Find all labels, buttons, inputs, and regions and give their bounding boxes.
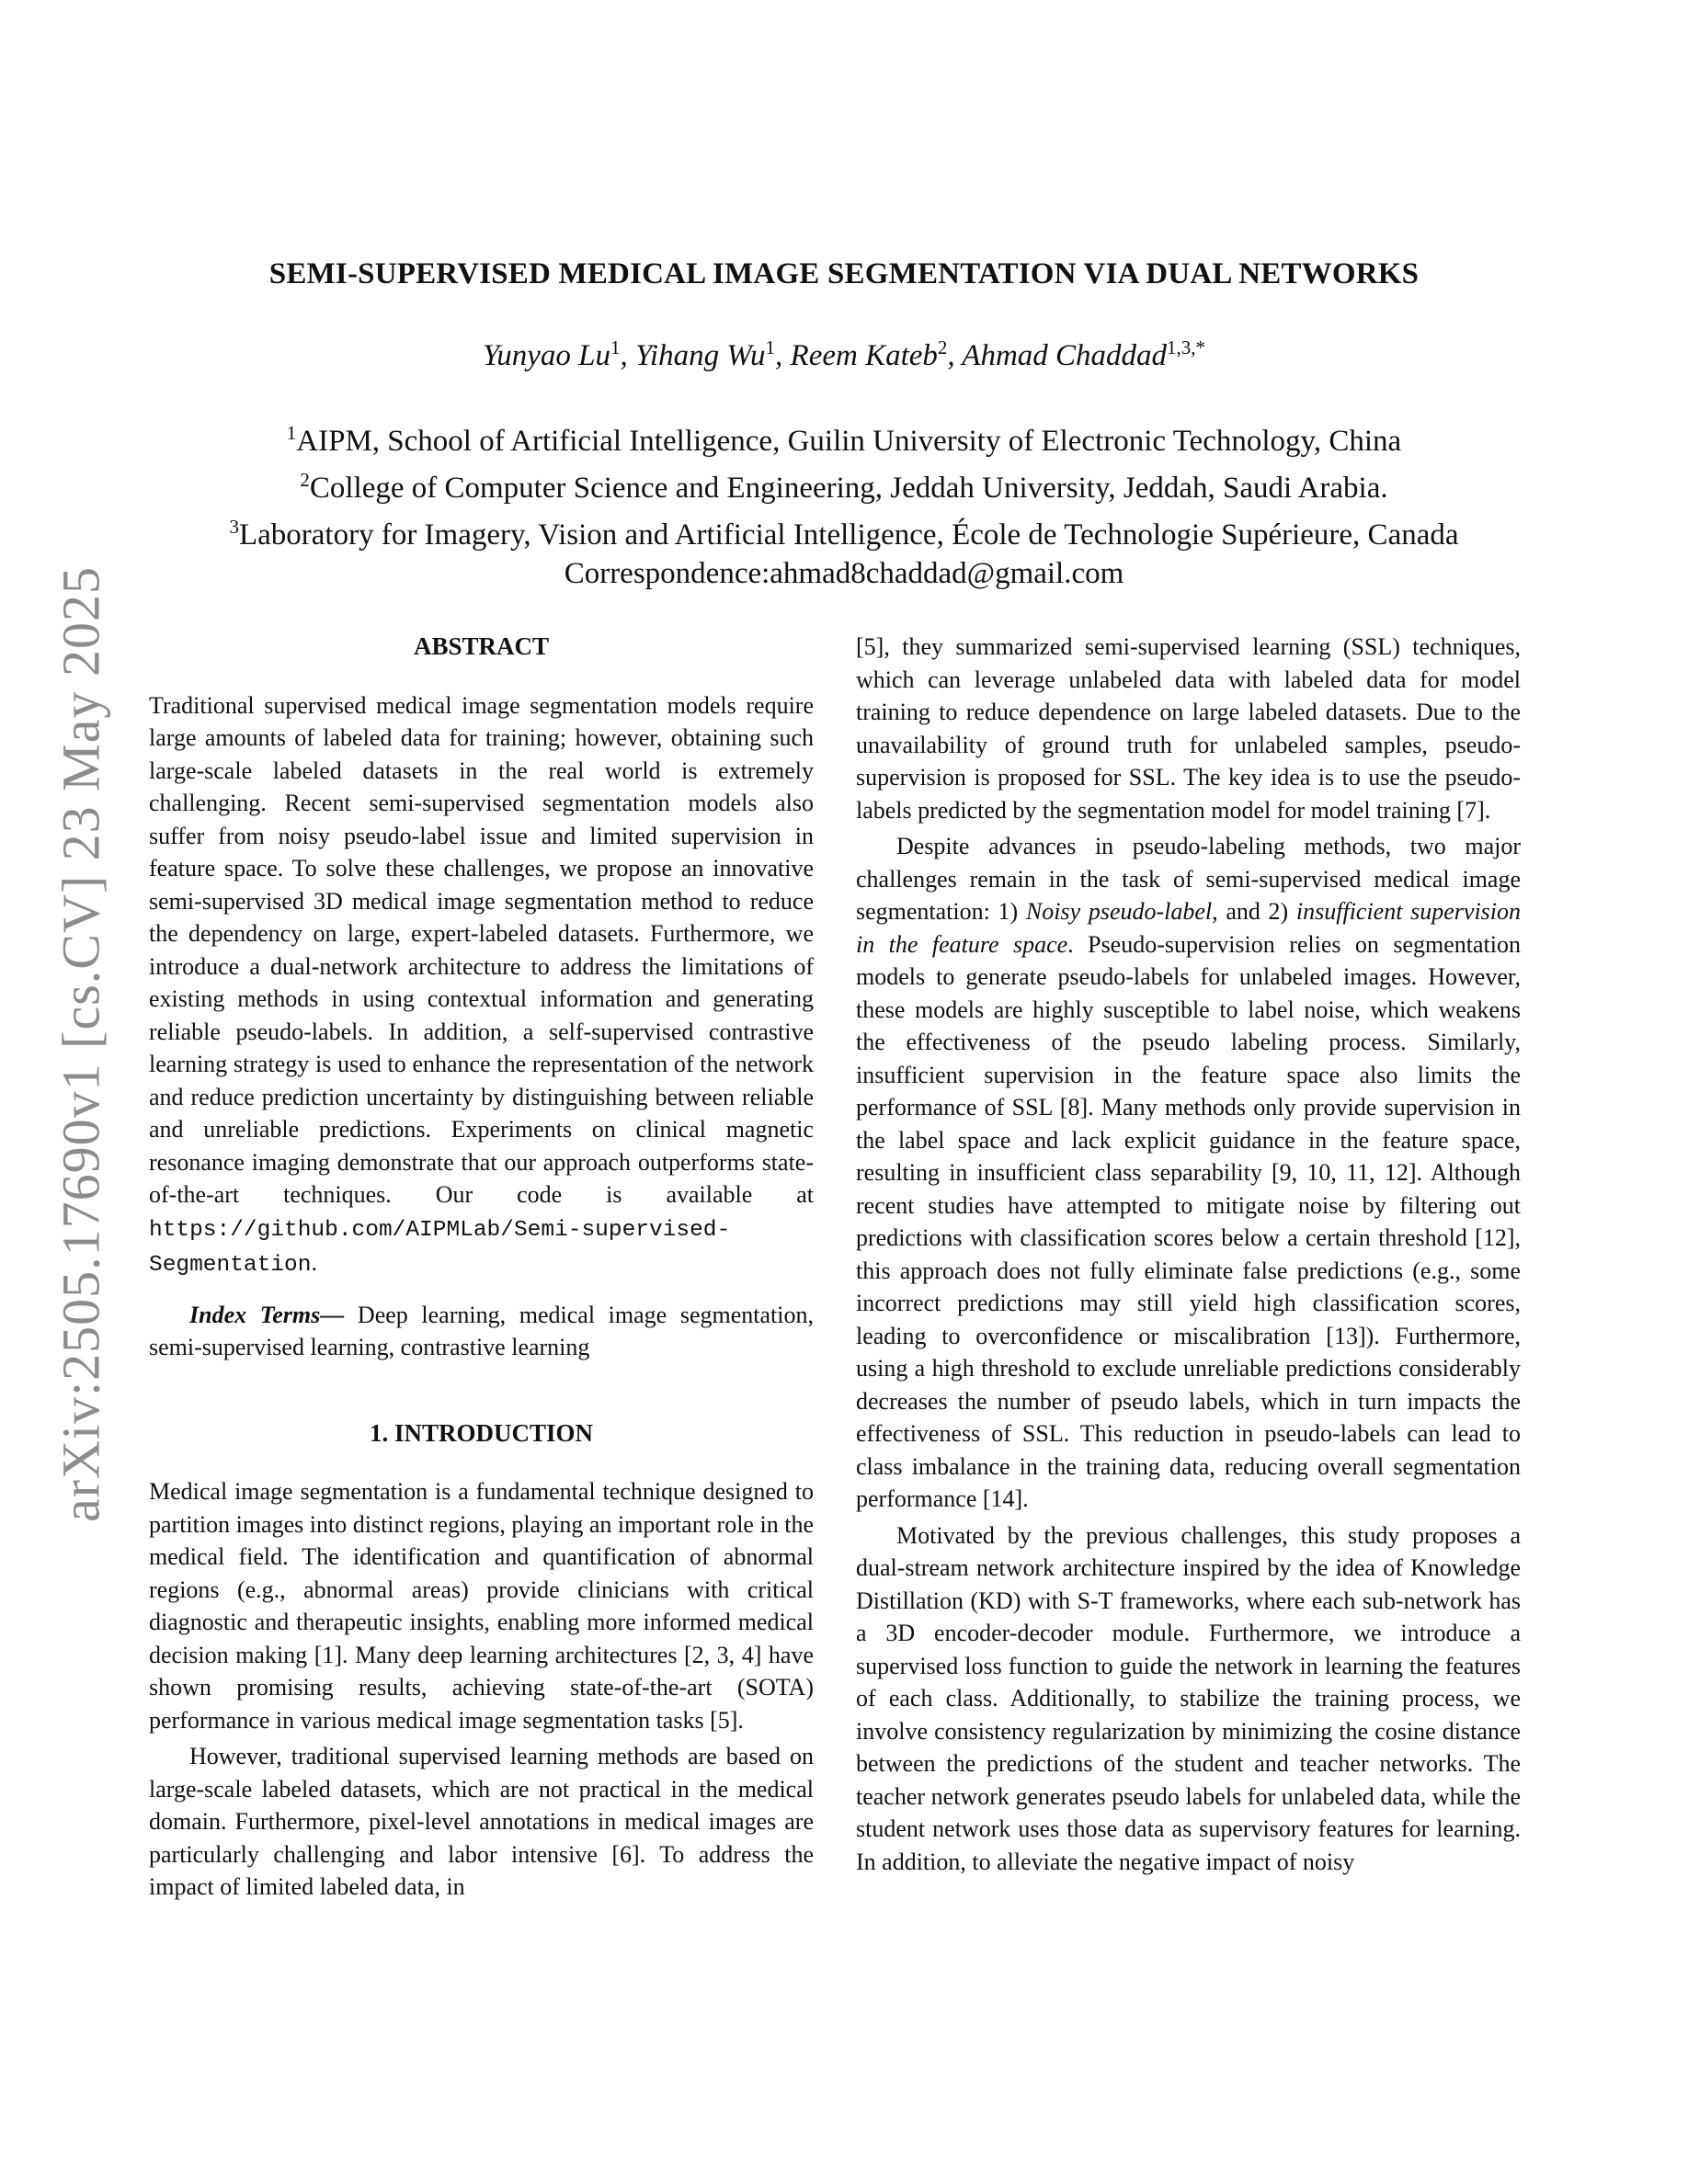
abstract-heading: ABSTRACT <box>413 632 550 660</box>
affiliation: $^2$College of Computer Science and Engineering, Jeddah University, Jeddah, Saudi Arabia. <box>300 469 1388 505</box>
arxiv-identifier: arXiv:2505.17690v1 [cs.CV] 23 May 2025 <box>51 565 111 1523</box>
right-paragraph-1: [5], they summarized semi-supervised learning (SSL) techniques, which can leverage unlabeled data with labeled data for model training to reduce dependence on large labeled datasets. Due to the unavailability of ground truth for unlabeled samples, pseudo-supervision is proposed for SSL. The key idea is to use the pseudo-labels predicted by the segmentation model for model training [7]. <box>856 633 1521 824</box>
author: Ahmad Chaddad$^{1,3,*}$ <box>962 336 1206 372</box>
left-column <box>149 631 814 1904</box>
author-list <box>0 336 1688 373</box>
author: Reem Kateb$^2$, <box>790 336 963 372</box>
author: Yunyao Lu$^1$, <box>482 336 636 372</box>
intro-paragraph-1: Medical image segmentation is a fundamental technique designed to partition images into distinct regions, playing an important role in the medical field. The identification and quantification of abnormal regions (e.g., abnormal areas) provide clinicians with critical diagnostic and therapeutic insights, enabling more informed medical decision making [1]. Many deep learning architectures [2, 3, 4] have shown promising results, achieving state-of-the-art (SOTA) performance in various medical image segmentation tasks [5]. <box>149 1478 814 1734</box>
abstract-text: Traditional supervised medical image segmentation models require large amounts of labeled data for training; however, obtaining such large-scale labeled datasets in the real world is extremely challenging. Recent semi-supervised segmentation models also suffer from noisy pseudo-label issue and limited supervision in feature space. To solve these challenges, we propose an innovative semi-supervised 3D medical image segmentation method to reduce the dependency on large, expert-labeled datasets. Furthermore, we introduce a dual-network architecture to address the limitations of existing methods in using contextual information and generating reliable pseudo-labels. In addition, a self-supervised contrastive learning strategy is used to enhance the representation of the network and reduce prediction uncertainty by distinguishing between reliable and unreliable predictions. Experiments on clinical magnetic resonance imaging demonstrate that our approach outperforms state-of-the-art techniques. Our code is available at https://github.com/AIPMLab/Semi-supervised-Segmentation. <box>149 691 814 1278</box>
affiliations <box>0 414 1688 593</box>
paper-title: SEMI-SUPERVISED MEDICAL IMAGE SEGMENTATION VIA DUAL NETWORKS <box>268 257 1420 290</box>
introduction-heading: 1. INTRODUCTION <box>369 1418 594 1447</box>
affiliation: $^3$Laboratory for Imagery, Vision and Artificial Intelligence, École de Technologie Supérieure, Canada <box>229 516 1459 552</box>
code-link[interactable]: https://github.com/AIPMLab/Semi-supervised-Segmentation <box>149 1217 731 1278</box>
right-column <box>856 631 1521 1878</box>
author: Yihang Wu$^1$, <box>635 336 791 372</box>
arxiv-sidebar <box>51 559 110 1530</box>
index-terms: Index Terms— Deep learning, medical image segmentation, semi-supervised learning, contrastive learning <box>149 1301 814 1360</box>
intro-paragraph-2: However, traditional supervised learning methods are based on large-scale labeled datasets, which are not practical in the medical domain. Furthermore, pixel-level annotations in medical images are particularly challenging and labor intensive [6]. To address the impact of limited labeled data, in <box>149 1743 814 1900</box>
affiliation: $^1$AIPM, School of Artificial Intelligence, Guilin University of Electronic Technology, China <box>286 422 1402 458</box>
correspondence: Correspondence:ahmad8chaddad@gmail.com <box>564 557 1124 590</box>
right-paragraph-2: Despite advances in pseudo-labeling methods, two major challenges remain in the task of semi-supervised medical image segmentation: 1) Noisy pseudo-label, and 2) insufficient supervision in the feature space. Pseudo-supervision relies on segmentation models to generate pseudo-labels for unlabeled images. However, these models are highly susceptible to label noise, which weakens the effectiveness of the pseudo labeling process. Similarly, insufficient supervision in the feature space also limits the performance of SSL [8]. Many methods only provide supervision in the label space and lack explicit guidance in the feature space, resulting in insufficient class separability [9, 10, 11, 12]. Although recent studies have attempted to mitigate noise by filtering out predictions with classification scores below a certain threshold [12], this approach does not fully eliminate false predictions (e.g., some incorrect predictions may still yield high classification scores, leading to overconfidence or miscalibration [13]). Furthermore, using a high threshold to exclude unreliable predictions considerably decreases the number of pseudo labels, which in turn impacts the effectiveness of SSL. This reduction in pseudo-labels can lead to class imbalance in the training data, reducing overall segmentation performance [14]. <box>856 833 1522 1512</box>
right-paragraph-3: Motivated by the previous challenges, this study proposes a dual-stream network architecture inspired by the idea of Knowledge Distillation (KD) with S-T frameworks, where each sub-network has a 3D encoder-decoder module. Furthermore, we introduce a supervised loss function to guide the network in learning the features of each class. Additionally, to stabilize the training process, we involve consistency regularization by minimizing the cosine distance between the predictions of the student and teacher networks. The teacher network generates pseudo labels for unlabeled data, while the student network uses those data as supervisory features for learning. In addition, to alleviate the negative impact of noisy <box>856 1521 1521 1875</box>
